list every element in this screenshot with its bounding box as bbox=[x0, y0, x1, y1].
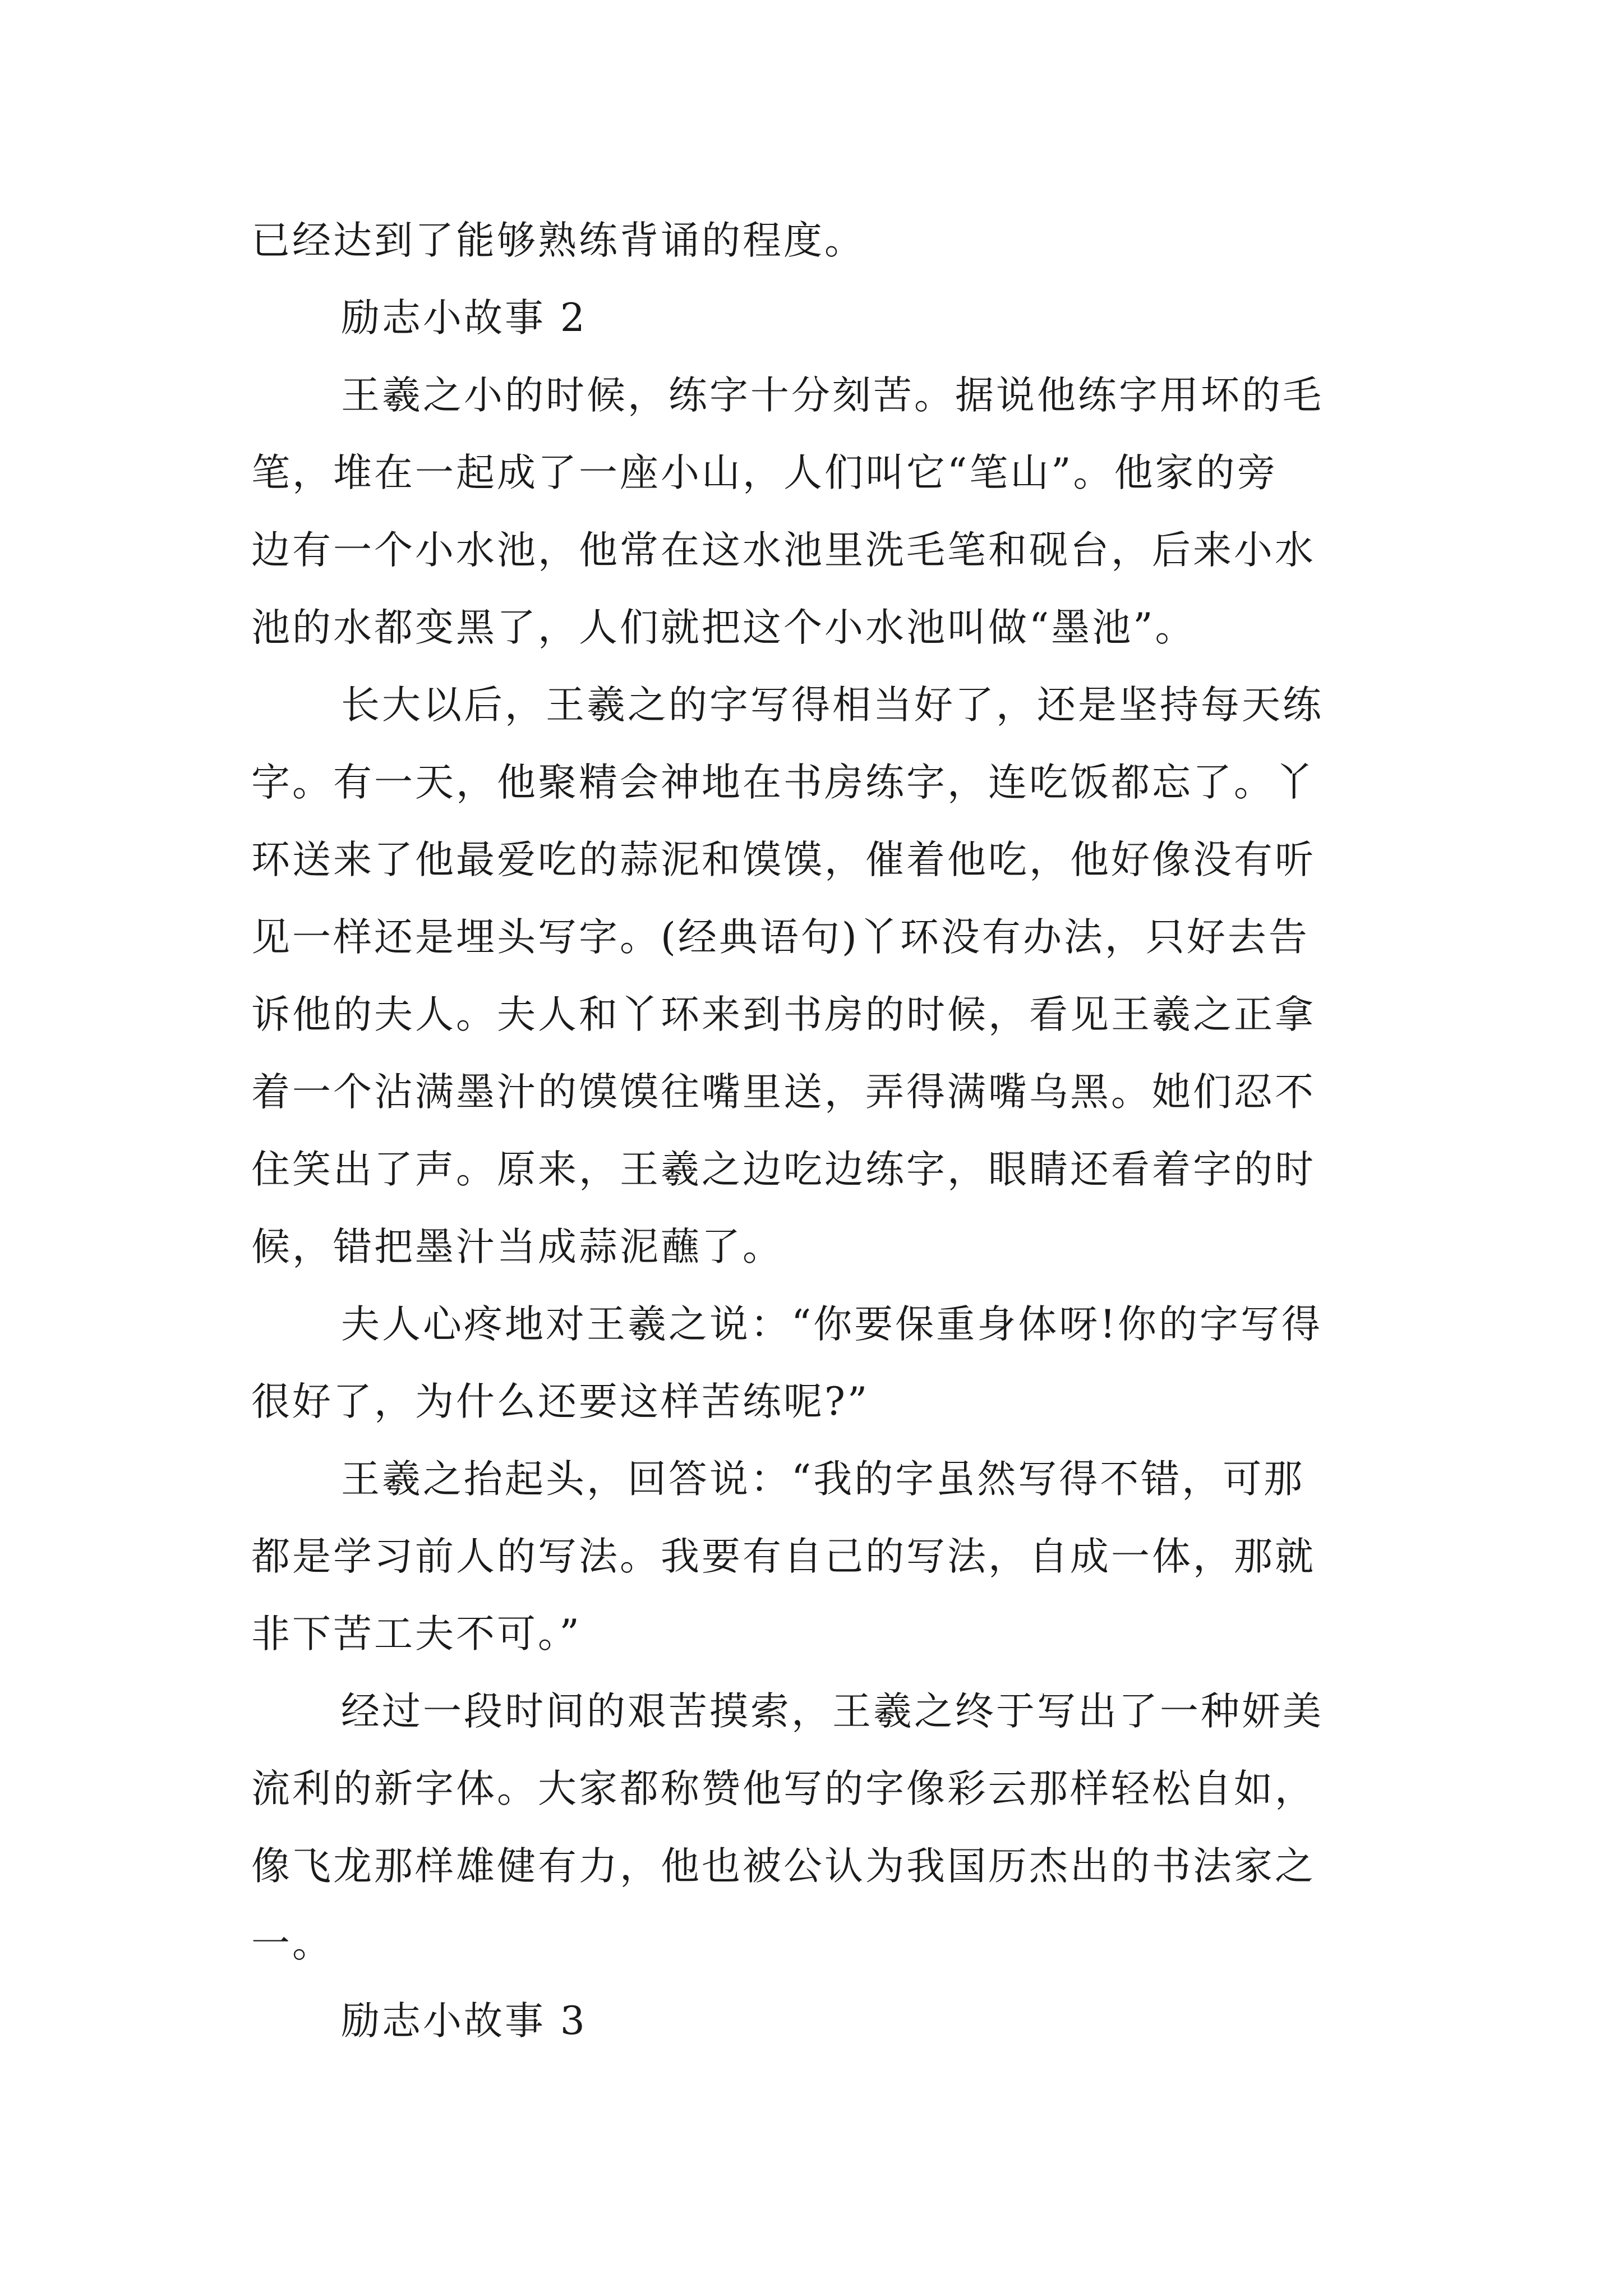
section-heading: 励志小故事 2 bbox=[341, 296, 587, 341]
paragraph-line: 王羲之小的时候，练字十分刻苦。据说他练字用坏的毛 bbox=[341, 373, 1324, 418]
paragraph-line: 住笑出了声。原来，王羲之边吃边练字，眼睛还看着字的时 bbox=[251, 1147, 1316, 1192]
paragraph-line: 长大以后，王羲之的字写得相当好了，还是坚持每天练 bbox=[341, 683, 1324, 728]
paragraph-line: 笔，堆在一起成了一座小山，人们叫它“笔山”。他家的旁 bbox=[251, 450, 1278, 495]
paragraph-line: 着一个沾满墨汁的馍馍往嘴里送，弄得满嘴乌黑。她们忍不 bbox=[251, 1070, 1316, 1115]
paragraph-line: 王羲之抬起头，回答说：“我的字虽然写得不错，可那 bbox=[341, 1457, 1305, 1502]
paragraph-line: 都是学习前人的写法。我要有自己的写法，自成一体，那就 bbox=[251, 1534, 1316, 1579]
paragraph-line: 环送来了他最爱吃的蒜泥和馍馍，催着他吃，他好像没有听 bbox=[251, 838, 1316, 882]
paragraph-line: 非下苦工夫不可。” bbox=[251, 1612, 582, 1657]
paragraph-line: 池的水都变黑了，人们就把这个小水池叫做“墨池”。 bbox=[251, 605, 1196, 650]
paragraph-line: 字。有一天，他聚精会神地在书房练字，连吃饭都忘了。丫 bbox=[251, 760, 1316, 805]
paragraph-line: 已经达到了能够熟练背诵的程度。 bbox=[251, 218, 865, 263]
paragraph-line: 夫人心疼地对王羲之说：“你要保重身体呀!你的字写得 bbox=[341, 1302, 1323, 1347]
paragraph-line: 很好了，为什么还要这样苦练呢?” bbox=[251, 1379, 870, 1424]
paragraph-line: 像飞龙那样雄健有力，他也被公认为我国历杰出的书法家之 bbox=[251, 1844, 1316, 1889]
paragraph-line: 经过一段时间的艰苦摸索，王羲之终于写出了一种妍美 bbox=[341, 1689, 1324, 1734]
paragraph-line: 流利的新字体。大家都称赞他写的字像彩云那样轻松自如， bbox=[251, 1766, 1316, 1811]
paragraph-line: 一。 bbox=[251, 1921, 333, 1966]
paragraph-line: 边有一个小水池，他常在这水池里洗毛笔和砚台，后来小水 bbox=[251, 528, 1316, 573]
paragraph-line: 见一样还是埋头写字。(经典语句)丫环没有办法，只好去告 bbox=[251, 915, 1310, 960]
paragraph-line: 诉他的夫人。夫人和丫环来到书房的时候，看见王羲之正拿 bbox=[251, 992, 1316, 1037]
paragraph-line: 候，错把墨汁当成蒜泥蘸了。 bbox=[251, 1225, 783, 1269]
section-heading: 励志小故事 3 bbox=[341, 1999, 587, 2044]
